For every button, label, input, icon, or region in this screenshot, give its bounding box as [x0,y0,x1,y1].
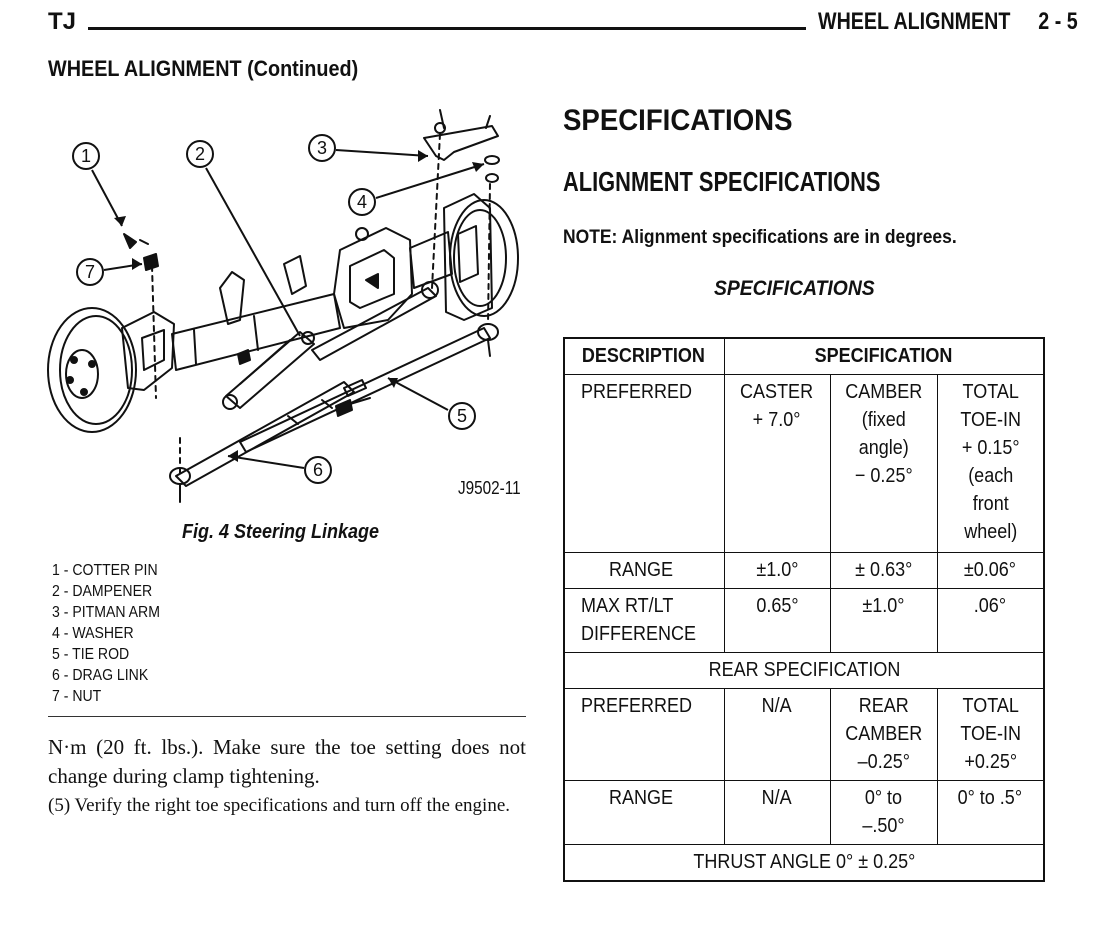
table-cell: .06° [937,589,1044,653]
legend-item: 7 - NUT [52,688,102,705]
legend-item: 3 - PITMAN ARM [52,604,160,621]
table-cell: 0° to –.50° [830,781,937,845]
table-cell: 0° to .5° [937,781,1044,845]
rear-spec-header: REAR SPECIFICATION [564,653,1044,689]
callout-2: 2 [194,144,206,164]
body-text [48,733,526,820]
drag-link [176,382,354,486]
table-title: SPECIFICATIONS [714,277,875,300]
table-cell: ±1.0° [724,553,830,589]
table-row [564,689,1044,781]
callout-6: 6 [312,460,324,480]
table-cell: CASTER + 7.0° [724,375,830,553]
steering-linkage-figure [44,98,534,518]
table-cell: ± 0.63° [830,553,937,589]
legend-item: 2 - DAMPENER [52,583,153,600]
table-row [564,553,1044,589]
header-specification: SPECIFICATION [724,338,1044,375]
specifications-heading: SPECIFICATIONS [563,104,793,137]
table-cell: TOTAL TOE-IN + 0.15° (each front wheel) [937,375,1044,553]
table-cell: CAMBER (fixed angle) − 0.25° [830,375,937,553]
legend-item: 6 - DRAG LINK [52,667,149,684]
callout-7: 7 [84,262,96,282]
callout-1: 1 [80,146,92,166]
row-label: PREFERRED [564,689,724,781]
body-paragraph-1: N·m (20 ft. lbs.). Make sure the toe setting does not change during clamp tightening. [48,735,526,788]
page-number: 2 - 5 [1038,8,1078,35]
table-cell: ±0.06° [937,553,1044,589]
body-paragraph-2: (5) Verify the right toe specifications and turn off the engine. [48,795,511,816]
page-header [48,8,1078,38]
header-model: TJ [48,8,77,35]
table-header-row [564,338,1044,375]
table-cell: N/A [724,689,830,781]
section-title: WHEEL ALIGNMENT (Continued) [48,56,359,81]
steering-linkage-drawing [44,98,534,518]
figure-id: J9502-11 [458,478,521,498]
left-rotor-inner [60,316,132,424]
dampener [226,332,314,408]
alignment-specifications-heading: ALIGNMENT SPECIFICATIONS [563,166,881,197]
callout-4: 4 [356,192,368,212]
header-section-title: WHEEL ALIGNMENT [818,8,1011,35]
legend-item: 4 - WASHER [52,625,134,642]
thrust-angle-row [564,845,1044,882]
row-label: PREFERRED [564,375,724,553]
table-cell: TOTAL TOE-IN +0.25° [937,689,1044,781]
header-description: DESCRIPTION [564,338,724,375]
thrust-angle: THRUST ANGLE 0° ± 0.25° [564,845,1044,882]
figure-caption: Fig. 4 Steering Linkage [182,521,380,543]
row-label: RANGE [564,553,724,589]
header-rule [88,27,806,30]
table-cell: N/A [724,781,830,845]
frame-bracket [220,272,244,324]
rear-spec-header-row [564,653,1044,689]
callout-5: 5 [456,406,468,426]
legend-item: 1 - COTTER PIN [52,562,158,579]
right-rotor [450,200,518,316]
callout-3: 3 [316,138,328,158]
table-row [564,781,1044,845]
figure-legend [52,560,175,707]
header-section [818,8,1078,36]
table-row [564,589,1044,653]
table-cell: 0.65° [724,589,830,653]
row-label: RANGE [564,781,724,845]
row-label: MAX RT/LT DIFFERENCE [564,589,724,653]
tie-rod [240,328,490,452]
note-text: NOTE: Alignment specifications are in degrees. [563,227,957,248]
alignment-spec-table [563,337,1045,882]
legend-item: 5 - TIE ROD [52,646,130,663]
column-divider [48,716,526,717]
table-cell: ±1.0° [830,589,937,653]
table-cell: REAR CAMBER –0.25° [830,689,937,781]
table-row [564,375,1044,553]
